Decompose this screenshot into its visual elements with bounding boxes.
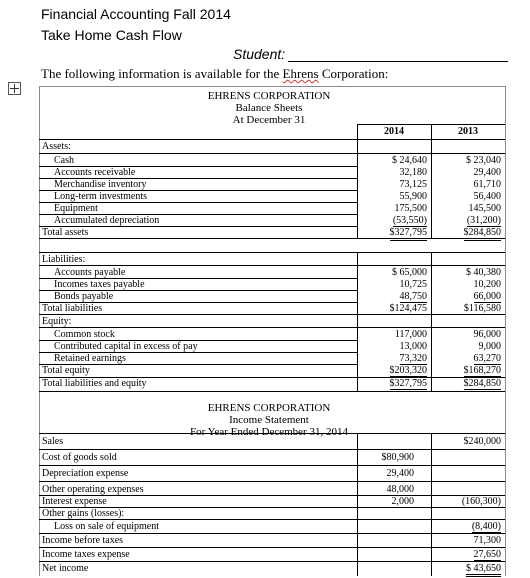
table-left-border [39,86,40,576]
bs-title: Balance Sheets [235,102,303,114]
liability-row-2013: 66,000 [473,291,501,302]
total-assets-2014: $327,795 [390,227,428,241]
liability-row-label: Bonds payable [54,291,114,302]
is-row-label: Interest expense [42,496,107,507]
is-row-amount: 2,000 [391,496,414,507]
is-row-amount: 29,400 [386,468,414,479]
is-row-label: Income taxes expense [42,549,130,560]
asset-row-2013: (31,200) [466,215,501,226]
assets-label: Assets: [42,141,71,152]
total-assets-2013: $284,850 [464,227,502,241]
company-name: Ehrens [282,66,319,81]
is-row-label: Net income [42,563,89,574]
asset-row-label: Long-term investments [54,191,148,202]
equity-row-2014: 13,000 [399,341,427,352]
equity-label: Equity: [42,316,72,327]
equity-row-label: Retained earnings [54,353,126,364]
asset-row-2014: 73,125 [399,179,427,190]
asset-row-label: Accounts receivable [54,167,136,178]
total-equity-2013: $168,270 [463,365,501,376]
liabilities-label: Liabilities: [42,254,86,265]
equity-row-2014: 73,320 [399,353,427,364]
total-liabilities-label: Total liabilities [42,303,103,314]
is-row-total: 71,300 [473,535,501,546]
is-row-total: (160,300) [461,496,501,507]
liability-row-2014: $ 65,000 [392,267,427,278]
is-row-total: $240,000 [463,436,501,447]
is-row-amount: 48,000 [386,484,414,495]
total-le-2013: $284,850 [464,378,502,392]
table-top-border [39,86,505,87]
is-row-label: Other gains (losses): [42,508,125,519]
student-label: Student: [233,46,286,62]
is-row-total: 27,650 [473,549,501,560]
asset-row-2013: $ 23,040 [466,155,501,166]
net-income-value: $ 43,650 [466,563,501,577]
is-row-label: Cost of goods sold [42,452,117,463]
liability-row-2014: 10,725 [399,279,427,290]
col-2013-header: 2013 [458,126,478,137]
col-2014-header: 2014 [384,126,404,137]
total-liabilities-2014: $124,475 [389,303,427,314]
equity-row-label: Contributed capital in excess of pay [54,341,198,352]
asset-row-2013: 145,500 [468,203,501,214]
asset-row-label: Merchandise inventory [54,179,147,190]
asset-row-2014: (53,550) [392,215,427,226]
is-row-label: Depreciation expense [42,468,129,479]
total-le-label: Total liabilities and equity [42,378,147,389]
is-title: Income Statement [229,414,309,426]
liability-row-2014: 48,750 [399,291,427,302]
table-move-handle-icon[interactable] [8,82,21,95]
liability-row-label: Accounts payable [54,267,126,278]
liability-row-2013: $ 40,380 [466,267,501,278]
liability-row-2013: 10,200 [473,279,501,290]
is-row-amount: $80,900 [381,452,414,463]
asset-row-label: Cash [54,155,74,166]
asset-row-2014: 32,180 [399,167,427,178]
asset-row-2013: 29,400 [473,167,501,178]
asset-row-label: Accumulated depreciation [54,215,160,226]
equity-row-label: Common stock [54,329,115,340]
total-le-2014: $327,795 [390,378,428,392]
bs-company: EHRENS CORPORATION [207,90,331,102]
asset-row-2014: 175,500 [394,203,427,214]
heading-course: Financial Accounting Fall 2014 [41,6,231,22]
asset-row-2013: 61,710 [473,179,501,190]
student-name-line[interactable] [288,61,508,62]
intro-text: The following information is available for the Ehrens Corporation: [41,66,389,81]
is-row-label: Loss on sale of equipment [54,521,159,532]
bs-date: At December 31 [232,114,306,126]
equity-row-2013: 9,000 [478,341,501,352]
is-row-label: Sales [42,436,64,447]
asset-row-2014: $ 24,640 [392,155,427,166]
equity-row-2013: 63,270 [473,353,501,364]
heading-assignment: Take Home Cash Flow [41,27,182,43]
equity-row-2014: 117,000 [394,329,427,340]
is-row-total: (8,400) [471,521,501,532]
is-company: EHRENS CORPORATION [207,402,331,414]
asset-row-label: Equipment [54,203,98,214]
equity-row-2013: 96,000 [473,329,501,340]
asset-row-2014: 55,900 [399,191,427,202]
is-row-label: Other operating expenses [42,484,144,495]
is-row-label: Income before taxes [42,535,124,546]
total-assets-label: Total assets [42,227,89,238]
liability-row-label: Incomes taxes payable [54,279,145,290]
total-equity-2014: $203,320 [389,365,427,376]
total-equity-label: Total equity [42,365,90,376]
table-right-border [505,86,506,576]
asset-row-2013: 56,400 [473,191,501,202]
is-period: For Year Ended December 31, 2014 [190,426,348,438]
total-liabilities-2013: $116,580 [463,303,501,314]
